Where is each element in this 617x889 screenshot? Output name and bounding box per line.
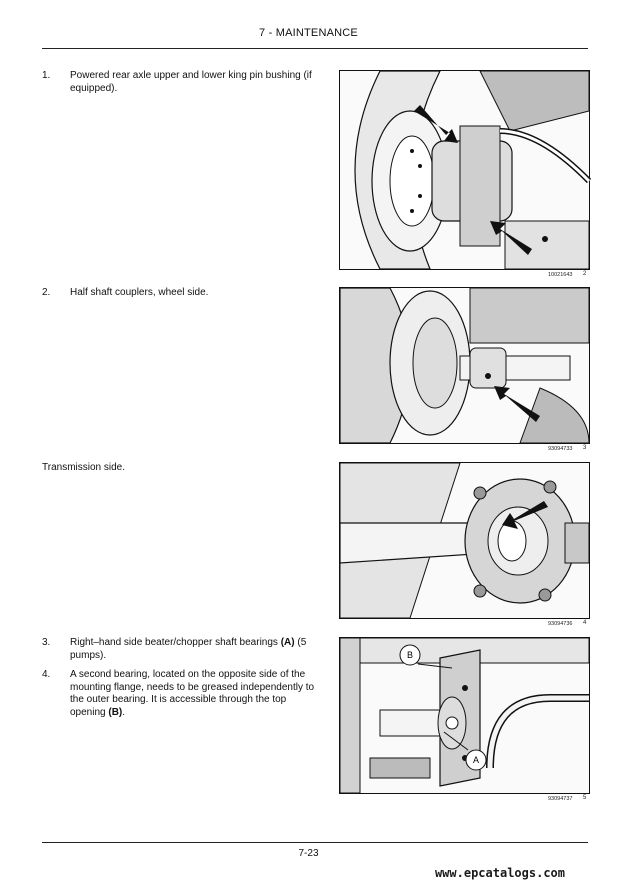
callout-ref-b: (B) — [108, 706, 123, 718]
watermark-link[interactable]: www.epcatalogs.com — [434, 866, 565, 880]
transmission-illustration — [340, 463, 589, 618]
figure-code: 10021643 — [548, 272, 573, 278]
callout-a-label: A — [472, 755, 480, 765]
step-text: Half shaft couplers, wheel side. — [70, 287, 209, 298]
step-text-part: (5 pumps). — [70, 637, 307, 661]
figure-number: 5 — [583, 795, 587, 801]
callout-b-label: B — [406, 650, 414, 660]
step-text-part: Right–hand side beater/chopper shaft bearings — [70, 637, 281, 648]
page-number: 7-23 — [298, 848, 319, 859]
step-text-part: A second bearing, located on the opposite side of the mounting flange, needs to be greased independently to the outer bearing. It is accessible through the top opening — [70, 669, 315, 718]
figure-code: 93094737 — [548, 796, 573, 802]
figure-code: 93094736 — [548, 621, 573, 627]
figure-half-shaft-transmission — [339, 462, 590, 627]
figure-beater-bearings — [339, 637, 590, 802]
step-number: 1. — [42, 70, 51, 81]
figure-number: 3 — [583, 445, 587, 451]
callout-ref-a: (A) — [280, 637, 295, 648]
beater-bearing-illustration — [340, 638, 589, 793]
step-text — [70, 669, 320, 719]
footer-rule — [42, 842, 588, 843]
page-header-title: 7 - MAINTENANCE — [259, 27, 358, 39]
king-pin-illustration — [340, 71, 589, 269]
transmission-side-heading: Transmission side. — [42, 462, 125, 473]
step-text-part: . — [122, 706, 126, 718]
step-text: Powered rear axle upper and lower king pin bushing (if equipped). — [70, 70, 312, 94]
step-number: 2. — [42, 287, 51, 298]
figure-half-shaft-wheel — [339, 287, 590, 452]
figure-number: 2 — [583, 271, 587, 277]
figure-code: 93094733 — [548, 446, 573, 452]
figure-king-pin — [339, 70, 590, 278]
header-rule — [42, 48, 588, 49]
half-shaft-illustration — [340, 288, 589, 443]
step-text — [70, 637, 320, 662]
step-number: 4. — [42, 669, 51, 680]
step-number: 3. — [42, 637, 51, 648]
figure-number: 4 — [583, 620, 587, 626]
